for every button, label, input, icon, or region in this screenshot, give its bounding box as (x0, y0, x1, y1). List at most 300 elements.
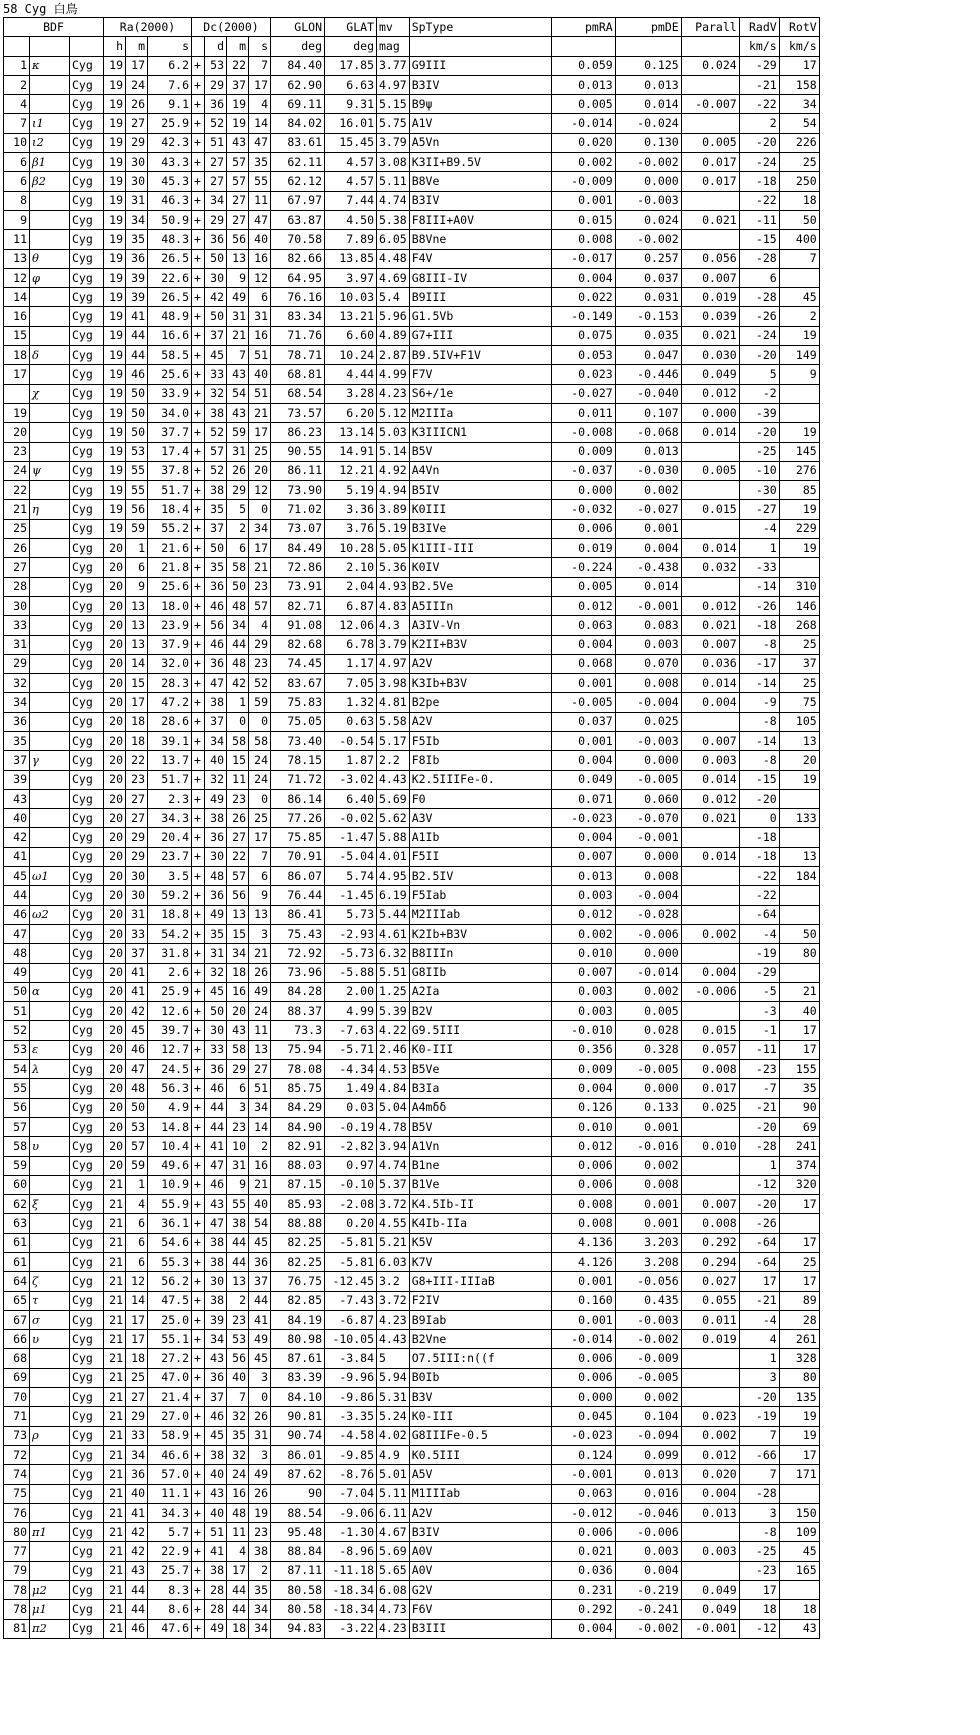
cell-dc-m: 27 (227, 210, 249, 229)
cell-bayer (30, 1156, 70, 1175)
cell-pmra: 0.063 (551, 616, 615, 635)
cell-dc-d: 51 (205, 1523, 227, 1542)
cell-sptype: F5Iab (409, 886, 551, 905)
cell-ra-m: 13 (126, 596, 148, 615)
cell-dc-s: 17 (249, 75, 271, 94)
cell-glat: 12.21 (325, 461, 377, 480)
cell-parall (681, 481, 739, 500)
cell-rotv: 268 (779, 616, 819, 635)
cell-dc-m: 7 (227, 1388, 249, 1407)
cell-sptype: F0 (409, 789, 551, 808)
cell-radv: -2 (739, 384, 779, 403)
cell-pmra: 0.005 (551, 577, 615, 596)
cell-pmde: 0.014 (615, 95, 681, 114)
table-row (4, 384, 820, 403)
cell-dc-d: 37 (205, 519, 227, 538)
cell-constellation: Cyg (70, 423, 104, 442)
cell-ra-m: 39 (126, 288, 148, 307)
cell-parall: 0.055 (681, 1291, 739, 1310)
cell-pmra: 0.126 (551, 1098, 615, 1117)
cell-dc-m: 58 (227, 1040, 249, 1059)
cell-sptype: K2.5IIIFe-0. (409, 770, 551, 789)
cell-ra-m: 31 (126, 905, 148, 924)
cell-glat: 9.31 (325, 95, 377, 114)
cell-bayer: ι2 (30, 133, 70, 152)
cell-ra-s: 47.2 (148, 693, 192, 712)
cell-radv: 1 (739, 539, 779, 558)
cell-ra-s: 59.2 (148, 886, 192, 905)
cell-flamsteed: 15 (4, 326, 30, 345)
cell-constellation: Cyg (70, 693, 104, 712)
cell-mv: 4.92 (377, 461, 410, 480)
cell-sptype: M1IIIab (409, 1484, 551, 1503)
cell-dc-sign: + (192, 114, 205, 133)
cell-ra-s: 54.2 (148, 924, 192, 943)
table-row (4, 1465, 820, 1484)
cell-radv: -66 (739, 1445, 779, 1464)
cell-glon: 86.01 (271, 1445, 325, 1464)
cell-pmra: 0.007 (551, 847, 615, 866)
cell-rotv (779, 886, 819, 905)
cell-pmra: 0.292 (551, 1600, 615, 1619)
cell-pmde: 0.001 (615, 1195, 681, 1214)
cell-bayer (30, 1465, 70, 1484)
cell-pmde: -0.002 (615, 230, 681, 249)
cell-ra-h: 19 (104, 230, 126, 249)
cell-flamsteed: 11 (4, 230, 30, 249)
cell-pmra: 4.126 (551, 1253, 615, 1272)
cell-sptype: K0-III (409, 1407, 551, 1426)
cell-ra-h: 20 (104, 963, 126, 982)
cell-dc-s: 34 (249, 1600, 271, 1619)
cell-sptype: B0Ib (409, 1368, 551, 1387)
cell-rotv: 43 (779, 1619, 819, 1638)
table-row (4, 1195, 820, 1214)
cell-constellation: Cyg (70, 1349, 104, 1368)
cell-parall: 0.015 (681, 500, 739, 519)
cell-dc-s: 29 (249, 635, 271, 654)
cell-dc-s: 11 (249, 1021, 271, 1040)
cell-ra-m: 40 (126, 1484, 148, 1503)
cell-ra-m: 30 (126, 886, 148, 905)
cell-bayer: σ (30, 1310, 70, 1329)
cell-rotv (779, 963, 819, 982)
cell-pmde: -0.003 (615, 191, 681, 210)
cell-dc-s: 3 (249, 1445, 271, 1464)
cell-glat: 3.76 (325, 519, 377, 538)
cell-parall: 0.011 (681, 1310, 739, 1329)
cell-ra-s: 37.9 (148, 635, 192, 654)
cell-dc-d: 46 (205, 1079, 227, 1098)
cell-constellation: Cyg (70, 1523, 104, 1542)
cell-glat: 3.36 (325, 500, 377, 519)
cell-pmde: 0.004 (615, 1561, 681, 1580)
cell-pmde: -0.005 (615, 1368, 681, 1387)
cell-pmde: 0.001 (615, 519, 681, 538)
cell-glat: 0.03 (325, 1098, 377, 1117)
cell-ra-h: 19 (104, 133, 126, 152)
cell-glat: 6.63 (325, 75, 377, 94)
cell-pmde: 0.060 (615, 789, 681, 808)
cell-ra-s: 16.6 (148, 326, 192, 345)
cell-dc-s: 47 (249, 133, 271, 152)
cell-flamsteed: 59 (4, 1156, 30, 1175)
cell-dc-sign: + (192, 403, 205, 422)
cell-ra-h: 20 (104, 1040, 126, 1059)
cell-ra-h: 21 (104, 1233, 126, 1252)
cell-bayer: γ (30, 751, 70, 770)
cell-constellation: Cyg (70, 346, 104, 365)
table-row (4, 1002, 820, 1021)
cell-pmra: 0.011 (551, 403, 615, 422)
cell-radv: 3 (739, 1503, 779, 1522)
cell-mv: 5.19 (377, 519, 410, 538)
cell-dc-m: 4 (227, 1542, 249, 1561)
table-row (4, 114, 820, 133)
cell-glon: 75.05 (271, 712, 325, 731)
cell-pmra: -0.001 (551, 1465, 615, 1484)
cell-radv: -12 (739, 1175, 779, 1194)
cell-sptype: F8III+A0V (409, 210, 551, 229)
cell-radv: 17 (739, 1581, 779, 1600)
cell-bayer: μ2 (30, 1581, 70, 1600)
cell-radv: -8 (739, 712, 779, 731)
table-row (4, 1600, 820, 1619)
cell-flamsteed: 23 (4, 442, 30, 461)
cell-rotv: 146 (779, 596, 819, 615)
cell-ra-h: 21 (104, 1542, 126, 1561)
cell-glon: 72.92 (271, 944, 325, 963)
cell-rotv: 171 (779, 1465, 819, 1484)
cell-ra-s: 26.5 (148, 288, 192, 307)
cell-flamsteed: 39 (4, 770, 30, 789)
cell-sptype: B3IV (409, 75, 551, 94)
cell-dc-m: 48 (227, 654, 249, 673)
cell-flamsteed: 69 (4, 1368, 30, 1387)
cell-mv: 4.83 (377, 596, 410, 615)
cell-glat: -1.30 (325, 1523, 377, 1542)
cell-ra-h: 19 (104, 153, 126, 172)
unit-ra-s: s (148, 37, 192, 56)
cell-pmra: 0.008 (551, 230, 615, 249)
cell-dc-sign: + (192, 635, 205, 654)
cell-rotv: 80 (779, 944, 819, 963)
cell-rotv: 25 (779, 635, 819, 654)
table-row (4, 481, 820, 500)
cell-dc-s: 21 (249, 403, 271, 422)
cell-ra-m: 50 (126, 1098, 148, 1117)
cell-pmra: 0.006 (551, 1368, 615, 1387)
cell-dc-s: 19 (249, 1503, 271, 1522)
cell-dc-sign: + (192, 1368, 205, 1387)
cell-sptype: A3V (409, 809, 551, 828)
cell-dc-m: 15 (227, 924, 249, 943)
cell-mv: 5.88 (377, 828, 410, 847)
cell-glat: -8.76 (325, 1465, 377, 1484)
cell-ra-s: 58.9 (148, 1426, 192, 1445)
cell-dc-d: 52 (205, 423, 227, 442)
cell-glat: -5.81 (325, 1233, 377, 1252)
cell-flamsteed: 12 (4, 268, 30, 287)
cell-radv: -26 (739, 1214, 779, 1233)
cell-pmra: 0.001 (551, 731, 615, 750)
cell-glat: 13.21 (325, 307, 377, 326)
cell-rotv: 54 (779, 114, 819, 133)
cell-pmra: 0.003 (551, 982, 615, 1001)
cell-parall (681, 1388, 739, 1407)
table-row (4, 403, 820, 422)
unit-ra-m: m (126, 37, 148, 56)
table-row (4, 1214, 820, 1233)
cell-flamsteed: 78 (4, 1600, 30, 1619)
cell-ra-h: 19 (104, 326, 126, 345)
cell-dc-d: 27 (205, 172, 227, 191)
cell-radv: -20 (739, 789, 779, 808)
cell-glon: 86.23 (271, 423, 325, 442)
cell-glon: 73.3 (271, 1021, 325, 1040)
cell-mv: 4.73 (377, 1600, 410, 1619)
cell-pmra: 4.136 (551, 1233, 615, 1252)
cell-ra-m: 44 (126, 346, 148, 365)
cell-dc-sign: + (192, 326, 205, 345)
cell-constellation: Cyg (70, 1368, 104, 1387)
cell-mv: 5.21 (377, 1233, 410, 1252)
cell-sptype: K1III-III (409, 539, 551, 558)
cell-radv: -28 (739, 249, 779, 268)
cell-radv: -18 (739, 616, 779, 635)
cell-flamsteed: 80 (4, 1523, 30, 1542)
cell-constellation: Cyg (70, 519, 104, 538)
cell-glat: -0.02 (325, 809, 377, 828)
cell-dc-s: 0 (249, 789, 271, 808)
cell-glat: -7.04 (325, 1484, 377, 1503)
cell-dc-s: 17 (249, 828, 271, 847)
cell-dc-sign: + (192, 905, 205, 924)
cell-radv: -20 (739, 423, 779, 442)
cell-pmde: -0.003 (615, 1310, 681, 1329)
cell-ra-s: 27.0 (148, 1407, 192, 1426)
cell-mv: 5.12 (377, 403, 410, 422)
cell-pmra: 0.006 (551, 1523, 615, 1542)
cell-dc-sign: + (192, 95, 205, 114)
cell-pmra: -0.027 (551, 384, 615, 403)
cell-radv: 7 (739, 1426, 779, 1445)
cell-dc-s: 16 (249, 1156, 271, 1175)
cell-ra-m: 47 (126, 1060, 148, 1079)
cell-parall: 0.007 (681, 1195, 739, 1214)
cell-constellation: Cyg (70, 1002, 104, 1021)
cell-sptype: B8Ve (409, 172, 551, 191)
cell-dc-m: 5 (227, 500, 249, 519)
cell-constellation: Cyg (70, 1388, 104, 1407)
cell-constellation: Cyg (70, 1484, 104, 1503)
cell-dc-s: 23 (249, 1523, 271, 1542)
cell-dc-s: 31 (249, 307, 271, 326)
cell-dc-m: 35 (227, 1426, 249, 1445)
cell-constellation: Cyg (70, 558, 104, 577)
cell-dc-d: 46 (205, 1407, 227, 1426)
cell-mv: 5.31 (377, 1388, 410, 1407)
cell-dc-d: 33 (205, 1040, 227, 1059)
cell-ra-m: 48 (126, 1079, 148, 1098)
cell-glon: 67.97 (271, 191, 325, 210)
cell-sptype: O7.5III:n((f (409, 1349, 551, 1368)
table-row (4, 1542, 820, 1561)
cell-bayer (30, 924, 70, 943)
table-row (4, 1137, 820, 1156)
cell-flamsteed: 73 (4, 1426, 30, 1445)
cell-dc-sign: + (192, 1484, 205, 1503)
cell-mv: 4.43 (377, 770, 410, 789)
cell-parall: 0.008 (681, 1214, 739, 1233)
cell-mv: 5.37 (377, 1175, 410, 1194)
cell-pmra: 0.006 (551, 1349, 615, 1368)
cell-constellation: Cyg (70, 1445, 104, 1464)
cell-bayer (30, 1021, 70, 1040)
table-row (4, 616, 820, 635)
cell-pmde: -0.005 (615, 1060, 681, 1079)
cell-pmra: -0.008 (551, 423, 615, 442)
cell-pmde: 0.031 (615, 288, 681, 307)
cell-pmde: 0.013 (615, 75, 681, 94)
cell-bayer (30, 230, 70, 249)
cell-rotv: 50 (779, 924, 819, 943)
table-row (4, 731, 820, 750)
unit-mv: mag (377, 37, 410, 56)
cell-ra-s: 10.4 (148, 1137, 192, 1156)
cell-pmra: 0.036 (551, 1561, 615, 1580)
cell-bayer (30, 1388, 70, 1407)
cell-flamsteed: 43 (4, 789, 30, 808)
cell-dc-d: 37 (205, 326, 227, 345)
cell-ra-h: 19 (104, 249, 126, 268)
cell-flamsteed: 26 (4, 539, 30, 558)
cell-glat: 6.20 (325, 403, 377, 422)
cell-dc-sign: + (192, 1388, 205, 1407)
cell-dc-m: 56 (227, 230, 249, 249)
cell-ra-h: 19 (104, 172, 126, 191)
cell-dc-d: 38 (205, 1253, 227, 1272)
cell-glon: 84.19 (271, 1310, 325, 1329)
cell-pmra: 0.009 (551, 1060, 615, 1079)
cell-flamsteed: 70 (4, 1388, 30, 1407)
cell-radv: -17 (739, 654, 779, 673)
cell-ra-s: 49.6 (148, 1156, 192, 1175)
cell-dc-m: 11 (227, 770, 249, 789)
cell-mv: 3.94 (377, 1137, 410, 1156)
cell-constellation: Cyg (70, 1253, 104, 1272)
cell-ra-h: 21 (104, 1310, 126, 1329)
cell-pmde: 0.025 (615, 712, 681, 731)
cell-flamsteed: 57 (4, 1117, 30, 1136)
table-row (4, 886, 820, 905)
cell-pmra: 0.020 (551, 133, 615, 152)
cell-ra-h: 20 (104, 1156, 126, 1175)
cell-parall (681, 519, 739, 538)
cell-dc-s: 7 (249, 56, 271, 75)
cell-glon: 84.49 (271, 539, 325, 558)
cell-constellation: Cyg (70, 1503, 104, 1522)
cell-ra-h: 20 (104, 1079, 126, 1098)
cell-parall: 0.007 (681, 731, 739, 750)
cell-radv: 2 (739, 114, 779, 133)
cell-dc-sign: + (192, 1195, 205, 1214)
cell-dc-m: 57 (227, 153, 249, 172)
cell-rotv: 19 (779, 326, 819, 345)
cell-pmra: -0.023 (551, 1426, 615, 1445)
cell-pmde: -0.004 (615, 693, 681, 712)
cell-sptype: K2Ib+B3V (409, 924, 551, 943)
cell-dc-s: 23 (249, 577, 271, 596)
cell-bayer: α (30, 982, 70, 1001)
cell-rotv: 135 (779, 1388, 819, 1407)
cell-glon: 87.62 (271, 1465, 325, 1484)
cell-dc-s: 3 (249, 1368, 271, 1387)
cell-sptype: F8Ib (409, 751, 551, 770)
cell-bayer (30, 442, 70, 461)
cell-pmde: 0.024 (615, 210, 681, 229)
cell-radv: -20 (739, 346, 779, 365)
cell-flamsteed: 8 (4, 191, 30, 210)
cell-pmde: 0.003 (615, 635, 681, 654)
cell-glon: 86.41 (271, 905, 325, 924)
cell-pmra: -0.017 (551, 249, 615, 268)
cell-dc-m: 57 (227, 867, 249, 886)
cell-ra-s: 23.7 (148, 847, 192, 866)
cell-ra-m: 33 (126, 1426, 148, 1445)
cell-sptype: B1ne (409, 1156, 551, 1175)
cell-glon: 68.81 (271, 365, 325, 384)
cell-sptype: G9.5III (409, 1021, 551, 1040)
cell-bayer: β2 (30, 172, 70, 191)
cell-dc-s: 25 (249, 809, 271, 828)
cell-dc-s: 14 (249, 1117, 271, 1136)
cell-glat: 0.63 (325, 712, 377, 731)
cell-dc-sign: + (192, 423, 205, 442)
cell-ra-m: 29 (126, 1407, 148, 1426)
cell-glat: 17.85 (325, 56, 377, 75)
cell-pmde: 0.035 (615, 326, 681, 345)
cell-radv: -26 (739, 596, 779, 615)
cell-glon: 84.02 (271, 114, 325, 133)
cell-dc-d: 50 (205, 1002, 227, 1021)
cell-dc-s: 44 (249, 1291, 271, 1310)
cell-glat: -3.22 (325, 1619, 377, 1638)
cell-dc-d: 46 (205, 635, 227, 654)
cell-ra-s: 37.8 (148, 461, 192, 480)
table-row (4, 596, 820, 615)
cell-pmra: 0.068 (551, 654, 615, 673)
cell-glon: 91.08 (271, 616, 325, 635)
cell-constellation: Cyg (70, 1600, 104, 1619)
cell-dc-sign: + (192, 500, 205, 519)
cell-parall (681, 828, 739, 847)
cell-pmde: 0.130 (615, 133, 681, 152)
cell-rotv: 400 (779, 230, 819, 249)
cell-mv: 4.97 (377, 75, 410, 94)
cell-sptype: A5Vn (409, 133, 551, 152)
cell-ra-h: 20 (104, 654, 126, 673)
cell-dc-sign: + (192, 1426, 205, 1445)
cell-pmde: 0.004 (615, 539, 681, 558)
cell-parall (681, 1349, 739, 1368)
cell-ra-h: 20 (104, 1002, 126, 1021)
cell-dc-d: 50 (205, 307, 227, 326)
cell-pmde: -0.004 (615, 886, 681, 905)
cell-dc-d: 51 (205, 133, 227, 152)
cell-glon: 84.28 (271, 982, 325, 1001)
cell-bayer: ω1 (30, 867, 70, 886)
